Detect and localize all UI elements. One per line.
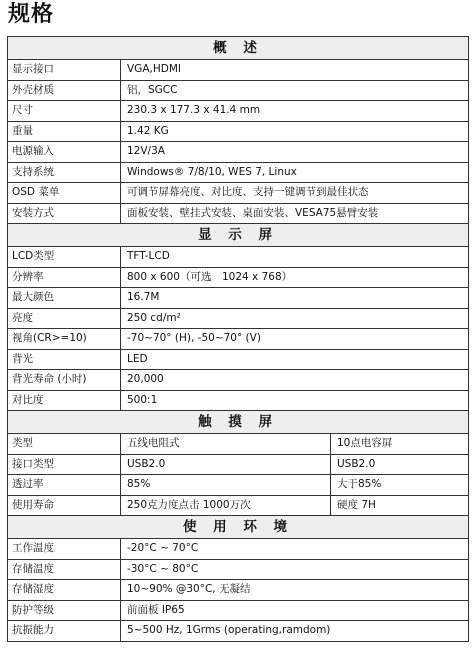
section-title: 概 述 (8, 37, 469, 60)
spec-value: -30°C ~ 80°C (121, 559, 469, 580)
spec-row (8, 475, 469, 496)
spec-label: 显示接口 (8, 60, 121, 81)
spec-value-resistive: USB2.0 (121, 454, 331, 475)
spec-value: 800 x 600（可选 1024 x 768） (121, 267, 469, 288)
spec-row (8, 495, 469, 516)
spec-row (8, 580, 469, 601)
spec-value-capacitive: 10点电容屏 (331, 434, 469, 455)
spec-value: VGA,HDMI (121, 60, 469, 81)
spec-value: 230.3 x 177.3 x 41.4 mm (121, 101, 469, 122)
spec-row (8, 390, 469, 411)
spec-value: 前面板 IP65 (121, 600, 469, 621)
spec-label: 视角(CR>=10) (8, 329, 121, 350)
spec-label: 存储湿度 (8, 580, 121, 601)
spec-label: 最大颜色 (8, 288, 121, 309)
spec-value-resistive: 250克力度点击 1000万次 (121, 495, 331, 516)
spec-label: 分辨率 (8, 267, 121, 288)
section-header-display (8, 224, 469, 247)
spec-label: 接口类型 (8, 454, 121, 475)
section-title: 显 示 屏 (8, 224, 469, 247)
spec-table (7, 36, 469, 642)
spec-row (8, 454, 469, 475)
spec-value: 12V/3A (121, 142, 469, 163)
spec-value: 可调节屏幕亮度、对比度、支持一键调节到最佳状态 (121, 183, 469, 204)
spec-label: 尺寸 (8, 101, 121, 122)
spec-value: 1.42 KG (121, 121, 469, 142)
spec-value-resistive: 五线电阻式 (121, 434, 331, 455)
spec-value: 5~500 Hz, 1Grms (operating,ramdom) (121, 621, 469, 642)
spec-label: LCD类型 (8, 247, 121, 268)
section-header-overview (8, 37, 469, 60)
spec-label: 抗振能力 (8, 621, 121, 642)
spec-label: 外壳材质 (8, 80, 121, 101)
spec-value: Windows® 7/8/10, WES 7, Linux (121, 162, 469, 183)
spec-row (8, 308, 469, 329)
spec-value: 20,000 (121, 370, 469, 391)
spec-value: -20°C ~ 70°C (121, 539, 469, 560)
spec-value: LED (121, 349, 469, 370)
spec-label: 背光 (8, 349, 121, 370)
spec-label: 支持系统 (8, 162, 121, 183)
spec-label: 亮度 (8, 308, 121, 329)
spec-row (8, 80, 469, 101)
section-header-environment (8, 516, 469, 539)
spec-value: 面板安装、壁挂式安装、桌面安装、VESA75悬臂安装 (121, 203, 469, 224)
spec-row (8, 621, 469, 642)
spec-label: 背光寿命 (小时) (8, 370, 121, 391)
spec-value: 500:1 (121, 390, 469, 411)
spec-label: 透过率 (8, 475, 121, 496)
spec-value: 铝，SGCC (121, 80, 469, 101)
spec-value: 250 cd/m² (121, 308, 469, 329)
spec-row (8, 203, 469, 224)
spec-label: 存储温度 (8, 559, 121, 580)
spec-row (8, 434, 469, 455)
spec-table-body (8, 37, 469, 642)
spec-value-resistive: 85% (121, 475, 331, 496)
spec-label: 工作温度 (8, 539, 121, 560)
spec-value: 10~90% @30°C, 无凝结 (121, 580, 469, 601)
spec-row (8, 267, 469, 288)
spec-label: 类型 (8, 434, 121, 455)
spec-row (8, 600, 469, 621)
spec-label: 电源输入 (8, 142, 121, 163)
spec-row (8, 247, 469, 268)
spec-row (8, 60, 469, 81)
spec-label: 重量 (8, 121, 121, 142)
spec-label: 对比度 (8, 390, 121, 411)
spec-value: -70~70° (H), -50~70° (V) (121, 329, 469, 350)
page-title: 规格 (8, 2, 55, 27)
spec-row (8, 539, 469, 560)
spec-row (8, 121, 469, 142)
spec-value: 16.7M (121, 288, 469, 309)
spec-row (8, 183, 469, 204)
section-title: 使 用 环 境 (8, 516, 469, 539)
spec-value-capacitive: 硬度 7H (331, 495, 469, 516)
spec-row (8, 101, 469, 122)
section-header-touch (8, 411, 469, 434)
spec-row (8, 559, 469, 580)
spec-row (8, 288, 469, 309)
spec-label: OSD 菜单 (8, 183, 121, 204)
spec-value: TFT-LCD (121, 247, 469, 268)
spec-row (8, 349, 469, 370)
spec-row (8, 162, 469, 183)
spec-row (8, 329, 469, 350)
spec-row (8, 142, 469, 163)
section-title: 触 摸 屏 (8, 411, 469, 434)
spec-label: 防护等级 (8, 600, 121, 621)
spec-value-capacitive: USB2.0 (331, 454, 469, 475)
spec-label: 安装方式 (8, 203, 121, 224)
spec-value-capacitive: 大于85% (331, 475, 469, 496)
spec-label: 使用寿命 (8, 495, 121, 516)
spec-row (8, 370, 469, 391)
